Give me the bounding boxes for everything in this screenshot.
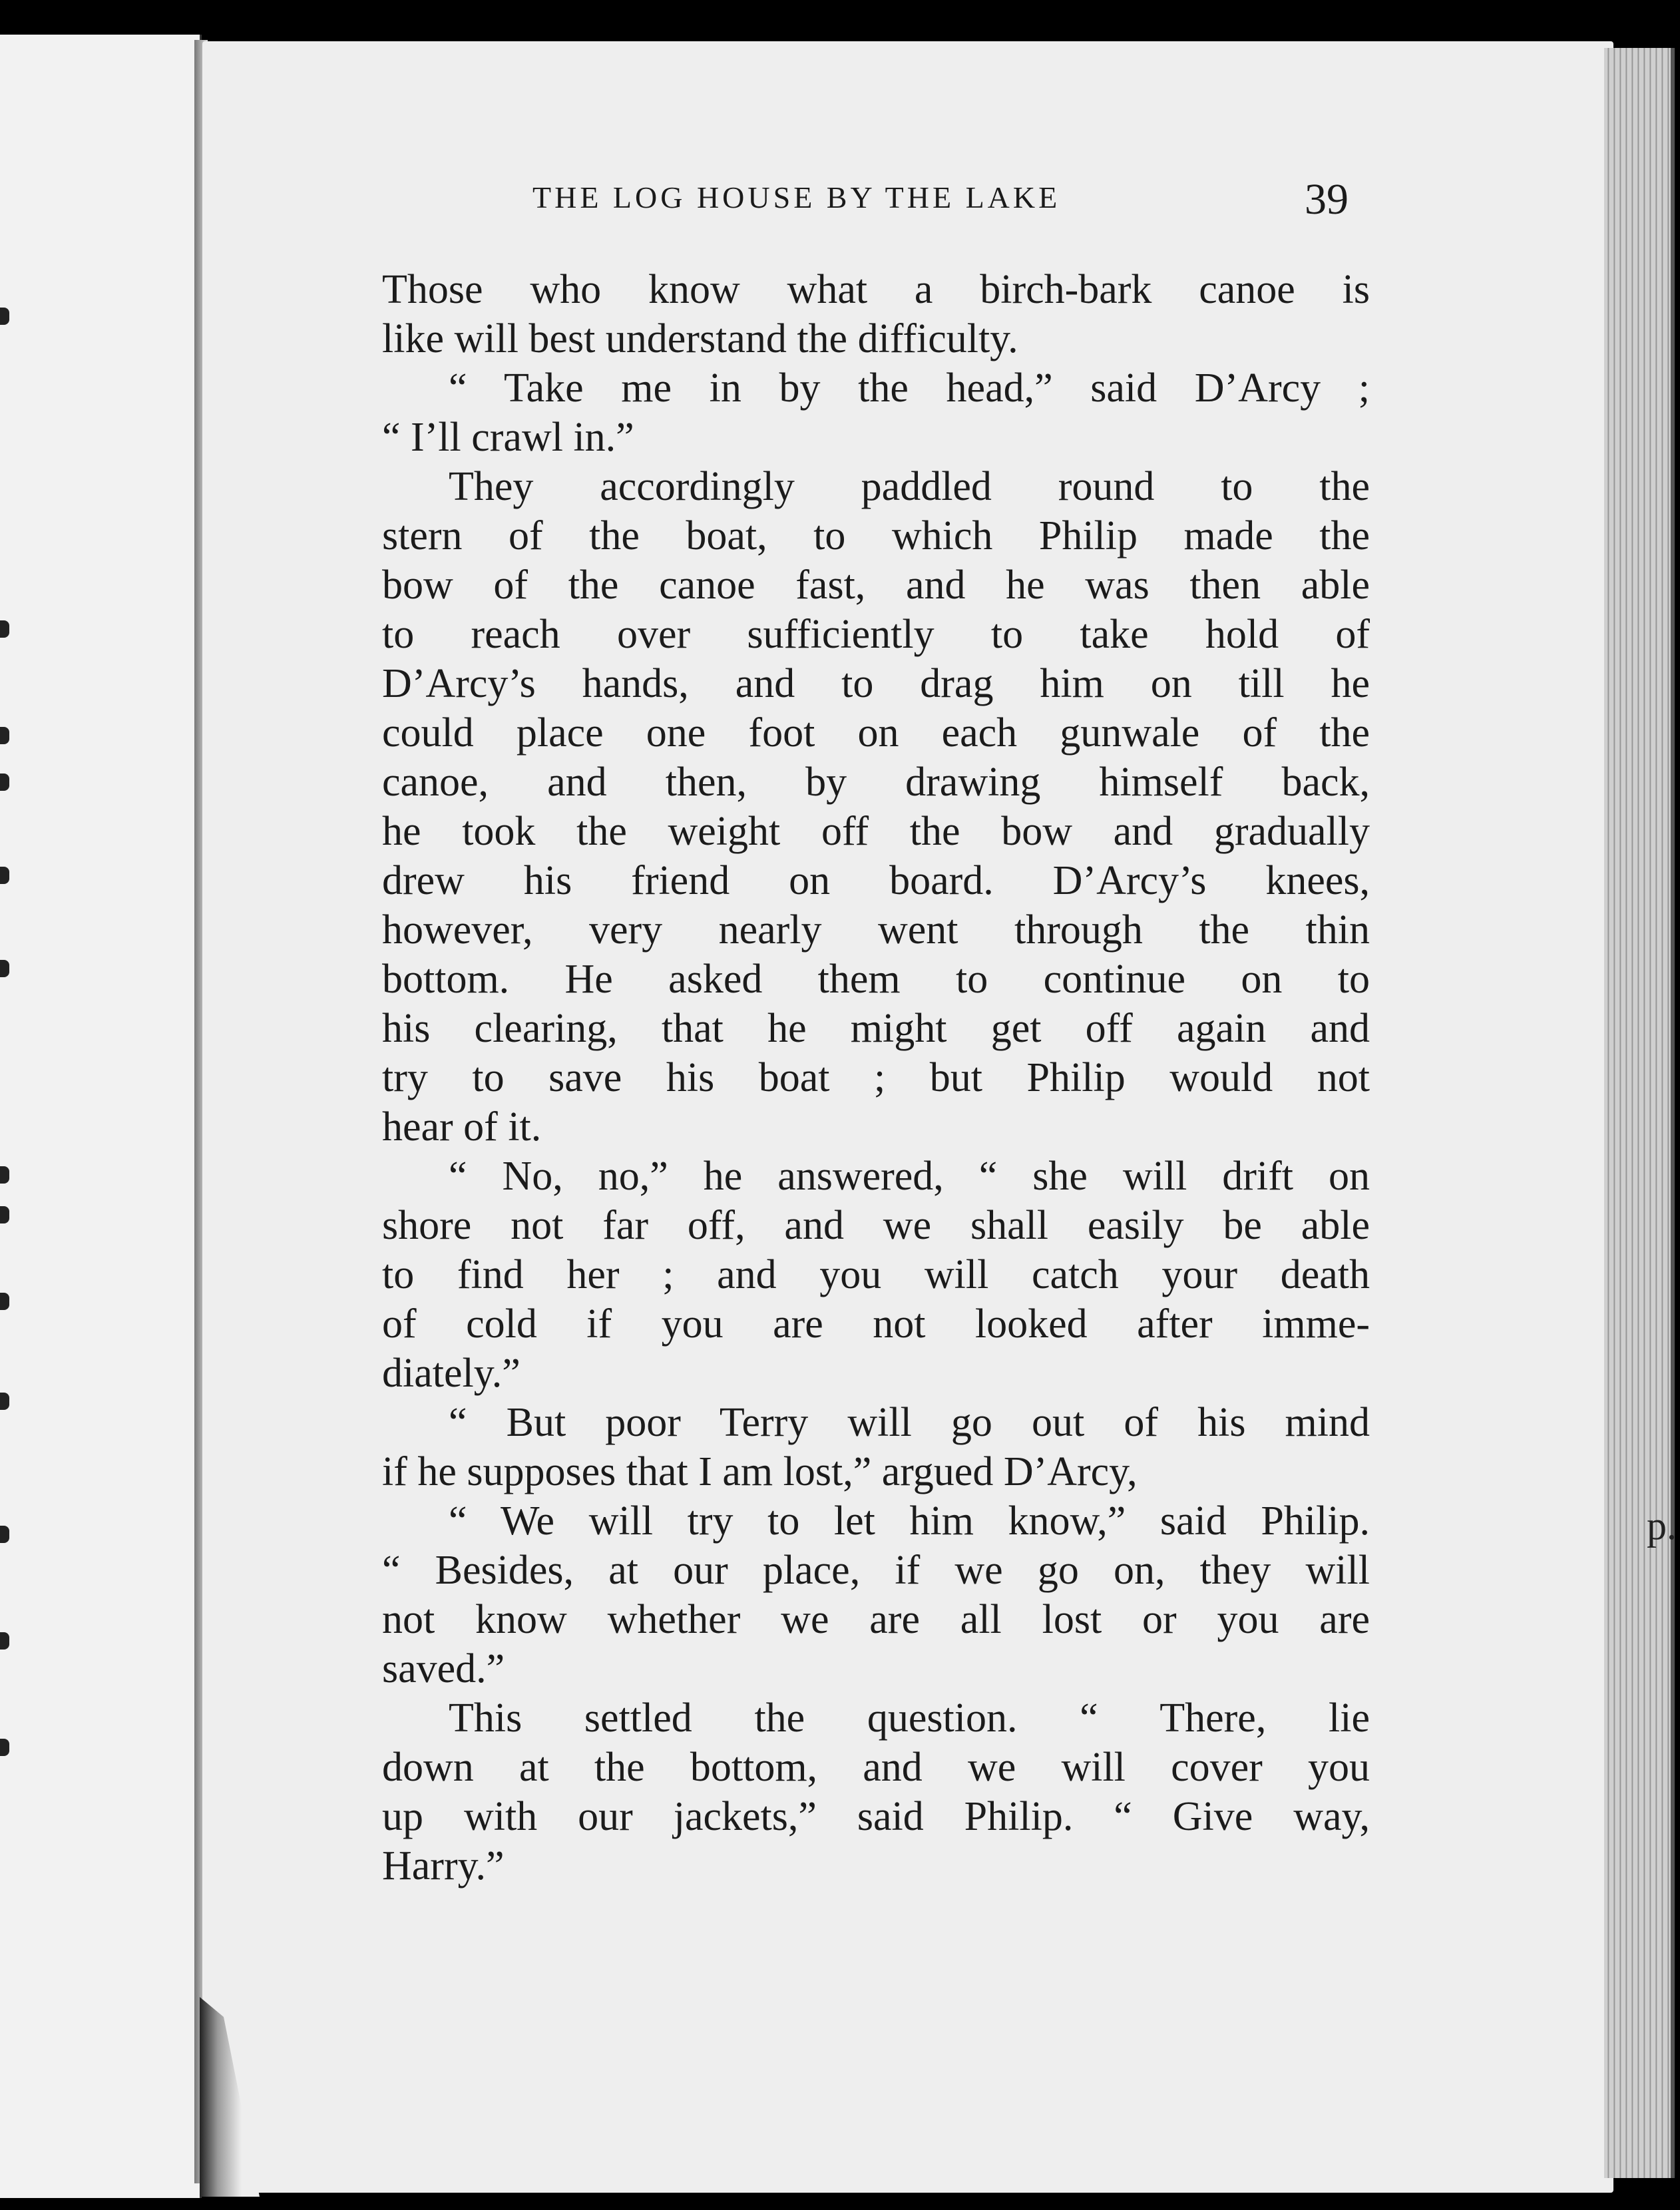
cropped-glyph (0, 1526, 9, 1543)
text-line: shore not far off, and we shall easily be able (382, 1203, 1370, 1248)
text-line: saved.” (382, 1646, 505, 1691)
text-line: not know whether we are all lost or you are (382, 1597, 1370, 1642)
text-line: stern of the boat, to which Philip made the (382, 513, 1370, 558)
text-line: to reach over sufficiently to take hold of (382, 612, 1370, 657)
previous-page-edge (0, 35, 202, 2198)
text-line: Harry.” (382, 1843, 505, 1888)
cropped-glyph (0, 1632, 9, 1650)
text-line: drew his friend on board. D’Arcy’s knees, (382, 858, 1370, 903)
text-line: They accordingly paddled round to the (449, 464, 1370, 509)
cropped-glyph (0, 1293, 9, 1310)
cropped-glyph (0, 1206, 9, 1223)
page-number: 39 (1305, 175, 1349, 224)
text-line: D’Arcy’s hands, and to drag him on till he (382, 661, 1370, 706)
text-line: if he supposes that I am lost,” argued D’Arcy, (382, 1449, 1138, 1494)
cropped-glyph (0, 1393, 9, 1410)
text-line: diately.” (382, 1351, 521, 1396)
margin-annotation: p. (1647, 1504, 1677, 1548)
text-line: his clearing, that he might get off again and (382, 1006, 1370, 1051)
text-line: bow of the canoe fast, and he was then able (382, 562, 1370, 608)
cropped-glyph (0, 727, 9, 744)
text-line: “ We will try to let him know,” said Philip. (449, 1498, 1370, 1544)
text-line: “ No, no,” he answered, “ she will drift on (449, 1154, 1370, 1199)
text-line: could place one foot on each gunwale of the (382, 710, 1370, 756)
running-head: THE LOG HOUSE BY THE LAKE (532, 180, 1061, 214)
text-line: bottom. He asked them to continue on to (382, 957, 1370, 1002)
text-line: “ But poor Terry will go out of his mind (449, 1400, 1370, 1445)
cropped-glyph (0, 773, 9, 791)
text-line: “ Take me in by the head,” said D’Arcy ; (449, 365, 1370, 411)
text-line: to find her ; and you will catch your death (382, 1252, 1370, 1297)
body-text (382, 265, 1370, 1890)
text-line: canoe, and then, by drawing himself back, (382, 760, 1370, 805)
cropped-glyph (0, 308, 9, 325)
cropped-glyph (0, 1739, 9, 1756)
text-line: “ Besides, at our place, if we go on, they will (382, 1548, 1370, 1593)
cropped-glyph (0, 620, 9, 638)
text-line: Those who know what a birch-bark canoe is (382, 267, 1370, 312)
text-line: he took the weight off the bow and gradually (382, 809, 1370, 854)
cropped-glyph (0, 867, 9, 884)
cropped-glyph (0, 960, 9, 977)
text-line: This settled the question. “ There, lie (449, 1695, 1370, 1741)
text-line: hear of it. (382, 1104, 542, 1150)
text-line: “ I’ll crawl in.” (382, 415, 634, 460)
page-stack-edge (1604, 48, 1675, 2178)
text-line: however, very nearly went through the thin (382, 907, 1370, 953)
text-line: down at the bottom, and we will cover you (382, 1745, 1370, 1790)
cropped-glyph (0, 1166, 9, 1184)
text-line: up with our jackets,” said Philip. “ Give way, (382, 1794, 1370, 1839)
text-line: try to save his boat ; but Philip would not (382, 1055, 1370, 1100)
text-line: of cold if you are not looked after imme- (382, 1301, 1370, 1347)
text-line: like will best understand the difficulty. (382, 316, 1018, 361)
